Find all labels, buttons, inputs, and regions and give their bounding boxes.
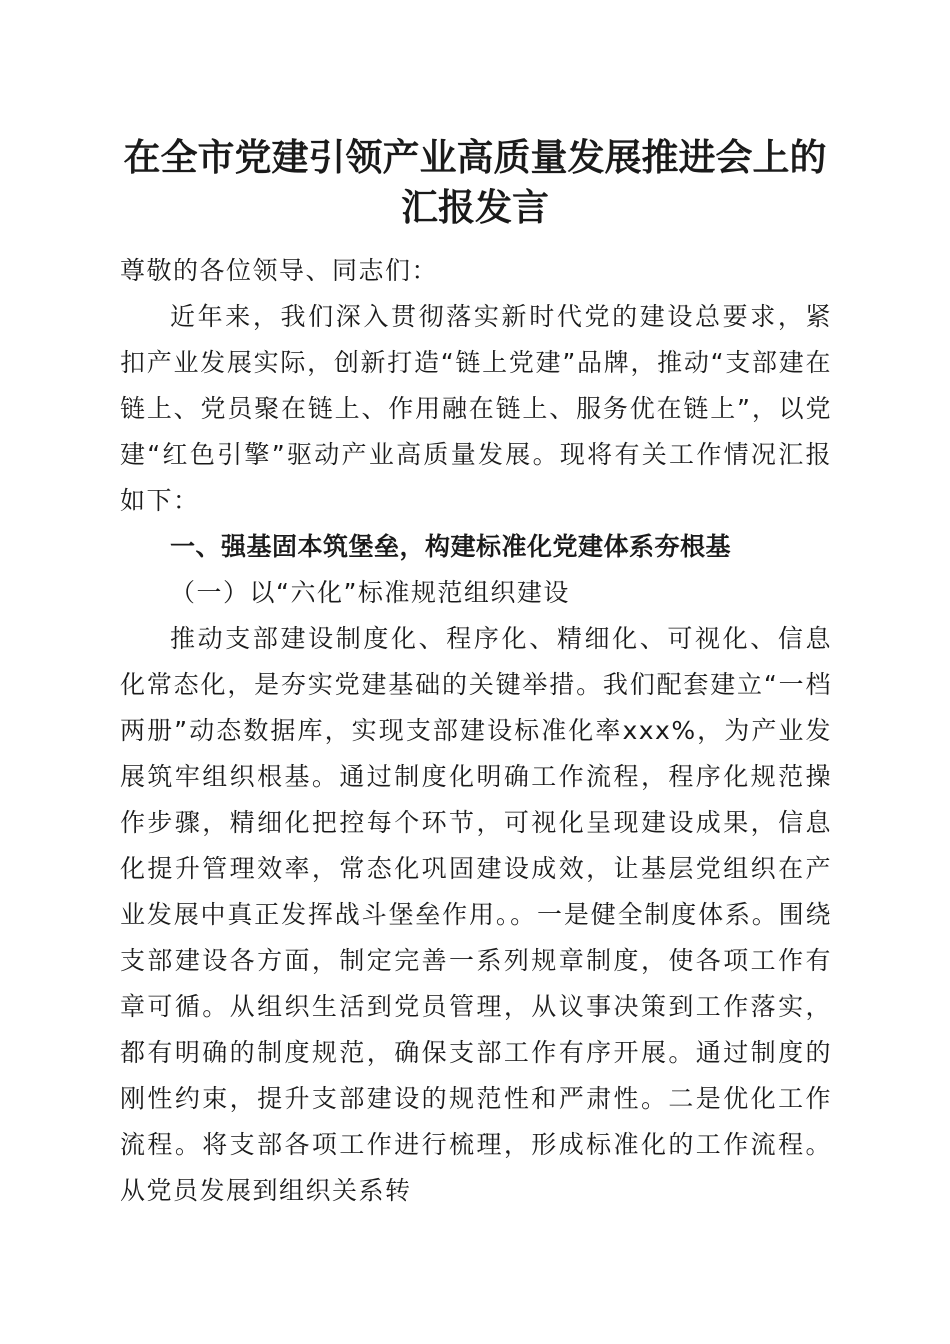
document-body: [120, 248, 832, 1214]
intro-paragraph: 近年来，我们深入贯彻落实新时代党的建设总要求，紧扣产业发展实际，创新打造“链上党建”品牌，推动“支部建在链上、党员聚在链上、作用融在链上、服务优在链上”，以党建“红色引擎”驱动产业高质量发展。现将有关工作情况汇报如下：: [120, 302, 832, 515]
body-paragraph: 推动支部建设制度化、程序化、精细化、可视化、信息化常态化，是夯实党建基础的关键举措。我们配套建立“一档两册”动态数据库，实现支部建设标准化率xxx%，为产业发展筑牢组织根基。通过制度化明确工作流程，程序化规范操作步骤，精细化把控每个环节，可视化呈现建设成果，信息化提升管理效率，常态化巩固建设成效，让基层党组织在产业发展中真正发挥战斗堡垒作用。。一是健全制度体系。围绕支部建设各方面，制定完善一系列规章制度，使各项工作有章可循。从组织生活到党员管理，从议事决策到工作落实，都有明确的制度规范，确保支部工作有序开展。通过制度的刚性约束，提升支部建设的规范性和严肃性。二是优化工作流程。将支部各项工作进行梳理，形成标准化的工作流程。从党员发展到组织关系转: [120, 624, 832, 1205]
salutation: 尊敬的各位领导、同志们：: [120, 256, 439, 285]
document-title: 在全市党建引领产业高质量发展推进会上的汇报发言: [123, 135, 827, 229]
subsection-heading: （一）以“六化”标准规范组织建设: [170, 578, 570, 607]
section-heading: 一、强基固本筑堡垒，构建标准化党建体系夯根基: [170, 532, 732, 561]
